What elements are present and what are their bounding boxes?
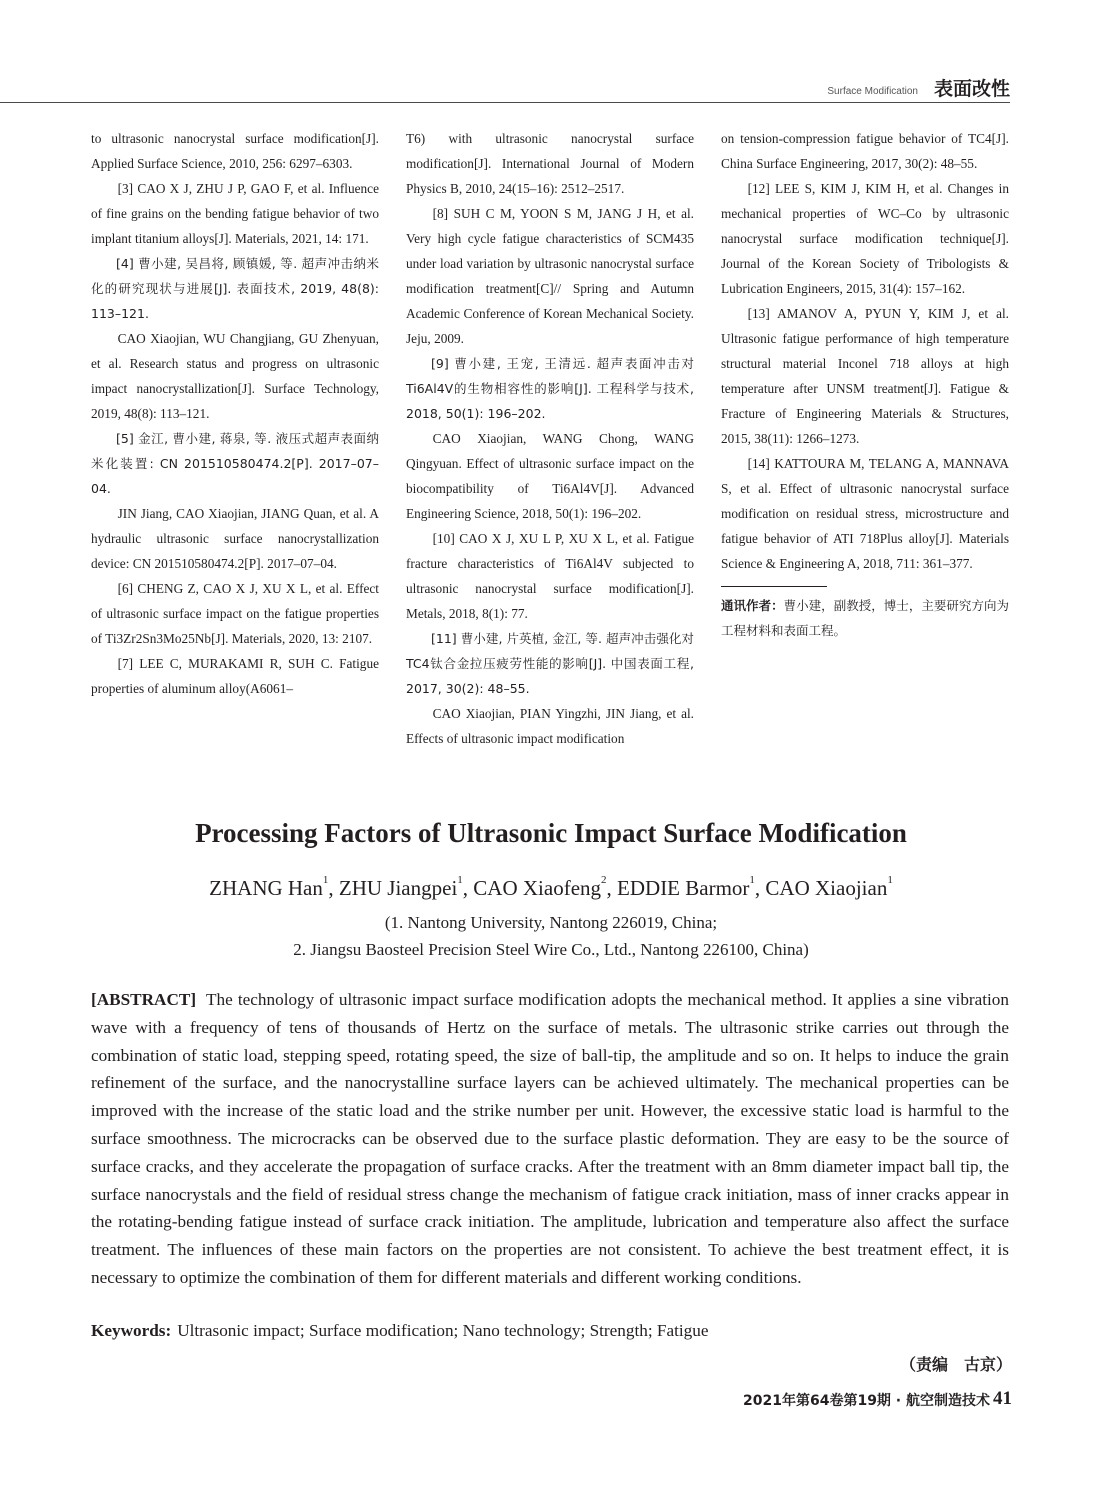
keywords-text: Ultrasonic impact; Surface modification; Nano technology; Strength; Fatigue [177, 1321, 709, 1340]
article-title: Processing Factors of Ultrasonic Impact Surface Modification [195, 818, 907, 848]
reference-entry: [3] CAO X J, ZHU J P, GAO F, et al. Influence of fine grains on the bending fatigue behavior of two implant titanium alloys[J]. Materials, 2021, 14: 171. [91, 181, 379, 246]
author-name: CAO Xiaojian [765, 876, 888, 900]
footer-journal: 2021年第64卷第19期 · 航空制造技术 [743, 1393, 990, 1409]
affiliation-2: 2. Jiangsu Baosteel Precision Steel Wire Co., Ltd., Nantong 226100, China) [293, 940, 809, 959]
author-list: ZHANG Han$^1$, ZHU Jiangpei$^1$, CAO Xiaofeng$^2$, EDDIE Barmor$^1$, CAO Xiaojian$^1$ [209, 874, 893, 900]
reference-entry: [10] CAO X J, XU L P, XU X L, et al. Fatigue fracture characteristics of Ti6Al4V subjected to ultrasonic nanocrystal surface modification[J]. Metals, 2018, 8(1): 77. [406, 531, 694, 621]
reference-entry: CAO Xiaojian, PIAN Yingzhi, JIN Jiang, et al. Effects of ultrasonic impact modification [406, 706, 694, 746]
reference-entry: [6] CHENG Z, CAO X J, XU X L, et al. Effect of ultrasonic surface impact on the fatigue properties of Ti3Zr2Sn3Mo25Nb[J]. Materials, 2020, 13: 2107. [91, 581, 379, 646]
keywords [91, 1321, 1009, 1341]
header-rule [0, 102, 1010, 103]
abstract-text: The technology of ultrasonic impact surface modification adopts the mechanical method. It applies a sine vibration wave with a frequency of tens of thousands of Hertz on the surface of metals. The ultrasonic strike carries out through the combination of static load, stepping speed, rotating speed, the size of ball-tip, the amplitude and so on. It helps to induce the grain refinement of the surface, and the nanocrystalline surface layers can be achieved ultimately. The mechanical properties can be improved with the increase of the static load and the strike number per unit. However, the excessive static load is harmful to the surface smoothness. The microcracks can be observed due to the surface plastic deformation. They are easy to be the source of surface cracks, and they accelerate the propagation of surface cracks. After the treatment with an 8mm diameter impact ball tip, the surface nanocrystals and the field of residual stress change the mechanism of fatigue crack initiation, mass of inner cracks appear in the rotating-bending fatigue instead of surface crack initiation. The amplitude, lubrication and temperature also affect the surface treatment. The influences of these main factors on the properties are not consistent. To achieve the best treatment effect, it is necessary to optimize the combination of them for different materials and different working conditions. [91, 990, 1009, 1287]
reference-entry: T6) with ultrasonic nanocrystal surface modification[J]. International Journal of Modern Physics B, 2010, 24(15–16): 2512–2517. [406, 131, 694, 196]
author-affiliation-mark: 1 [457, 874, 463, 886]
reference-column-2 [406, 126, 694, 751]
running-header [0, 68, 1102, 104]
editor-note: （责编 古京） [899, 1355, 1012, 1374]
author-affiliation-mark: 1 [887, 874, 893, 886]
reference-entry: [12] LEE S, KIM J, KIM H, et al. Changes in mechanical properties of WC–Co by ultrasonic nanocrystal surface modification technique[J]. Journal of the Korean Society of Tribologists & Lubrication Engineers, 2015, 31(4): 157–162. [721, 181, 1009, 296]
header-section-english: Surface Modification [827, 86, 918, 97]
reference-column-3-body [721, 126, 1009, 576]
reference-entry: [13] AMANOV A, PYUN Y, KIM J, et al. Ultrasonic fatigue performance of high temperature structural material Inconel 718 alloys at high temperature after UNSM treatment[J]. Fatigue & Fracture of Engineering Materials & Structures, 2015, 38(11): 1266–1273. [721, 306, 1009, 446]
reference-entry: JIN Jiang, CAO Xiaojian, JIANG Quan, et al. A hydraulic ultrasonic surface nanocrystallization device: CN 201510580474.2[P]. 2017–07–04. [91, 506, 379, 571]
abstract-label: [ABSTRACT] [91, 990, 197, 1009]
keywords-label: Keywords: [91, 1321, 172, 1340]
reference-entry: [4] 曹小建, 吴昌将, 顾镇媛, 等. 超声冲击纳米化的研究现状与进展[J]. 表面技术, 2019, 48(8): 113–121. [91, 256, 379, 321]
author-affiliation-mark: 2 [601, 874, 607, 886]
corresponding-author-note [721, 593, 1009, 643]
reference-entry: on tension-compression fatigue behavior of TC4[J]. China Surface Engineering, 2017, 30(2): 48–55. [721, 131, 1009, 171]
corresponding-author-text: 曹小建，副教授，博士，主要研究方向为工程材料和表面工程。 [721, 598, 1009, 638]
reference-entry: [8] SUH C M, YOON S M, JANG J H, et al. Very high cycle fatigue characteristics of SCM435 under load variation by ultrasonic nanocrystal surface modification treatment[C]// Spring and Autumn Academic Conference of Korean Mechanical Society. Jeju, 2009. [406, 206, 694, 346]
reference-entry: [14] KATTOURA M, TELANG A, MANNAVA S, et al. Effect of ultrasonic nanocrystal surface modification on residual stress, microstructure and fatigue behavior of ATI 718Plus alloy[J]. Materials Science & Engineering A, 2018, 711: 361–377. [721, 456, 1009, 571]
author-affiliation-mark: 1 [749, 874, 755, 886]
header-section-chinese: 表面改性 [933, 78, 1010, 100]
reference-column-3 [721, 126, 1009, 643]
author-affiliation-mark: 1 [322, 874, 329, 886]
reference-column-1 [91, 126, 379, 701]
author-name: ZHU Jiangpei [338, 876, 458, 900]
footnote-rule [721, 586, 827, 587]
author-name: EDDIE Barmor [617, 876, 750, 900]
reference-entry: [7] LEE C, MURAKAMI R, SUH C. Fatigue properties of aluminum alloy(A6061– [91, 656, 379, 696]
reference-entry: [11] 曹小建, 片英植, 金江, 等. 超声冲击强化对TC4钛合金拉压疲劳性能的影响[J]. 中国表面工程, 2017, 30(2): 48–55. [406, 631, 694, 696]
reference-entry: [9] 曹小建, 王宠, 王清远. 超声表面冲击对Ti6Al4V的生物相容性的影响[J]. 工程科学与技术, 2018, 50(1): 196–202. [406, 356, 694, 421]
corresponding-author-label: 通讯作者： [721, 598, 784, 613]
reference-columns [91, 126, 1011, 756]
author-name: ZHANG Han [209, 876, 323, 900]
author-name: CAO Xiaofeng [473, 876, 602, 900]
affiliation-1: (1. Nantong University, Nantong 226019, China; [384, 913, 718, 932]
abstract [91, 986, 1009, 1292]
reference-entry: CAO Xiaojian, WANG Chong, WANG Qingyuan. Effect of ultrasonic surface impact on the biocompatibility of Ti6Al4V[J]. Advanced Engineering Science, 2018, 50(1): 196–202. [406, 431, 694, 521]
page-number: 41 [993, 1388, 1012, 1409]
reference-entry: CAO Xiaojian, WU Changjiang, GU Zhenyuan, et al. Research status and progress on ultrasonic impact nanocrystallization[J]. Surface Technology, 2019, 48(8): 113–121. [91, 331, 379, 421]
reference-entry: to ultrasonic nanocrystal surface modification[J]. Applied Surface Science, 2010, 256: 6297–6303. [91, 131, 379, 171]
reference-entry: [5] 金江, 曹小建, 蒋泉, 等. 液压式超声表面纳米化装置: CN 201510580474.2[P]. 2017–07–04. [91, 431, 379, 496]
